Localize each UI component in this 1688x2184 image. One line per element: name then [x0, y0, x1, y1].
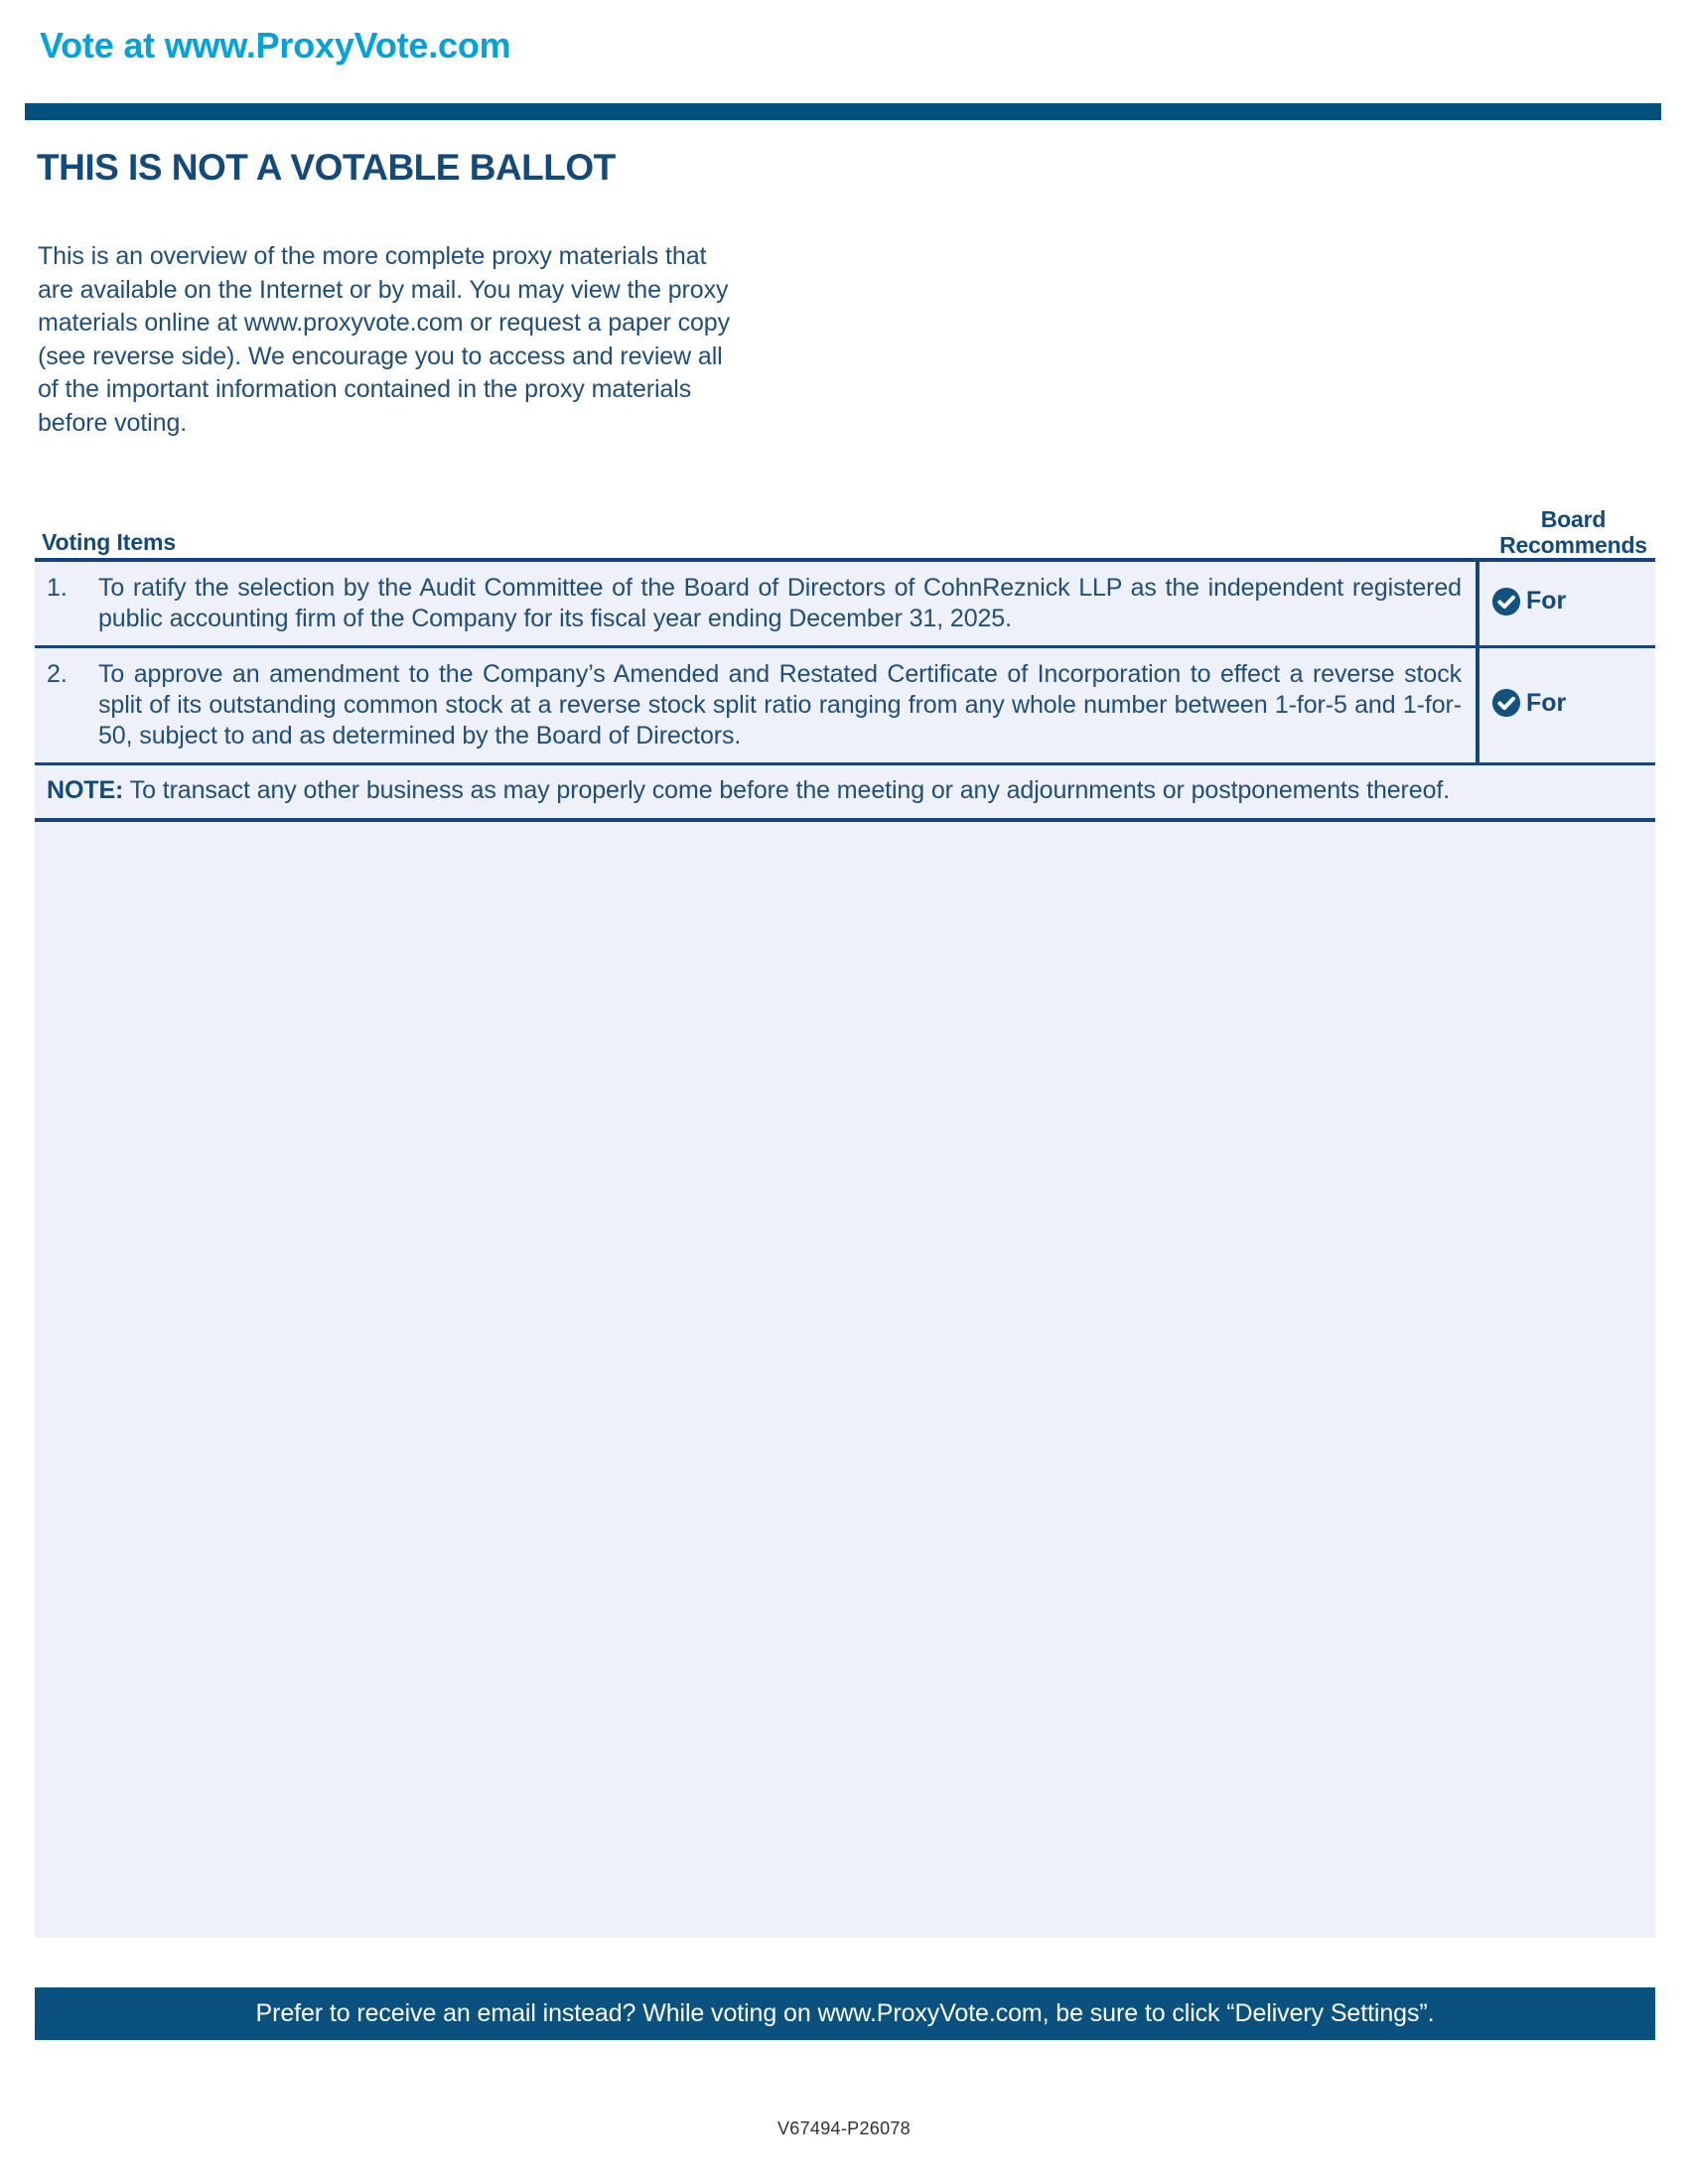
- item-text: To ratify the selection by the Audit Committee of the Board of Directors of CohnReznick LLP as the independent registered public accounting firm of the Company for its fiscal year ending December 31, 2025.: [98, 560, 1477, 647]
- voting-items-column-header: Voting Items: [42, 529, 177, 555]
- board-recommendation-cell: [1477, 560, 1655, 647]
- voting-items-table: [35, 558, 1655, 822]
- intro-line-1: This is an overview of the more complete proxy materials that: [38, 242, 707, 270]
- header-divider-bar: [25, 103, 1661, 120]
- intro-line-2: are available on the Internet or by mail. You may view the proxy: [38, 275, 729, 304]
- check-circle-icon: [1491, 688, 1521, 718]
- note-text: To transact any other business as may properly come before the meeting or any adjournments or postponements thereof.: [123, 776, 1451, 804]
- table-note-row: [35, 764, 1655, 821]
- recommendation-badge: [1491, 688, 1566, 718]
- board-recommendation-cell: [1477, 647, 1655, 764]
- intro-line-3: materials online at www.proxyvote.com or request a paper copy: [38, 309, 731, 337]
- table-row: [35, 560, 1655, 647]
- board-recommends-column-header: [1491, 506, 1655, 558]
- recommendation-label: For: [1526, 688, 1567, 717]
- item-text: To approve an amendment to the Company’s Amended and Restated Certificate of Incorporation to effect a reverse stock split of its outstanding common stock at a reverse stock split ratio ranging from any whole number between 1-for-5 and 1-for-50, subject to and as determined by the Board of Directors.: [98, 647, 1477, 764]
- item-number: 1.: [35, 560, 98, 647]
- board-recommends-line1: Board: [1540, 506, 1607, 532]
- recommendation-badge: [1491, 587, 1566, 616]
- control-code: V67494-P26078: [776, 2118, 911, 2138]
- recommendation-label: For: [1526, 587, 1567, 614]
- intro-line-4: (see reverse side). We encourage you to access and review all: [38, 341, 723, 370]
- page-title: THIS IS NOT A VOTABLE BALLOT: [37, 147, 616, 188]
- item-number: 2.: [35, 647, 98, 764]
- intro-line-5: of the important information contained in the proxy materials: [38, 375, 692, 403]
- intro-paragraph: [38, 240, 822, 440]
- table-row: [35, 647, 1655, 764]
- intro-line-6: before voting.: [38, 408, 188, 437]
- note-label: NOTE:: [47, 776, 124, 804]
- email-delivery-footer-bar: Prefer to receive an email instead? While voting on www.ProxyVote.com, be sure to click “Delivery Settings”.: [35, 1987, 1655, 2040]
- blank-content-panel: [35, 794, 1655, 1938]
- voting-table-header: [35, 506, 1655, 558]
- check-circle-icon: [1491, 587, 1521, 616]
- board-recommends-line2: Recommends: [1499, 532, 1647, 558]
- voting-items-section: [35, 506, 1655, 822]
- note-cell: [35, 764, 1655, 821]
- vote-url-heading: Vote at www.ProxyVote.com: [40, 25, 511, 66]
